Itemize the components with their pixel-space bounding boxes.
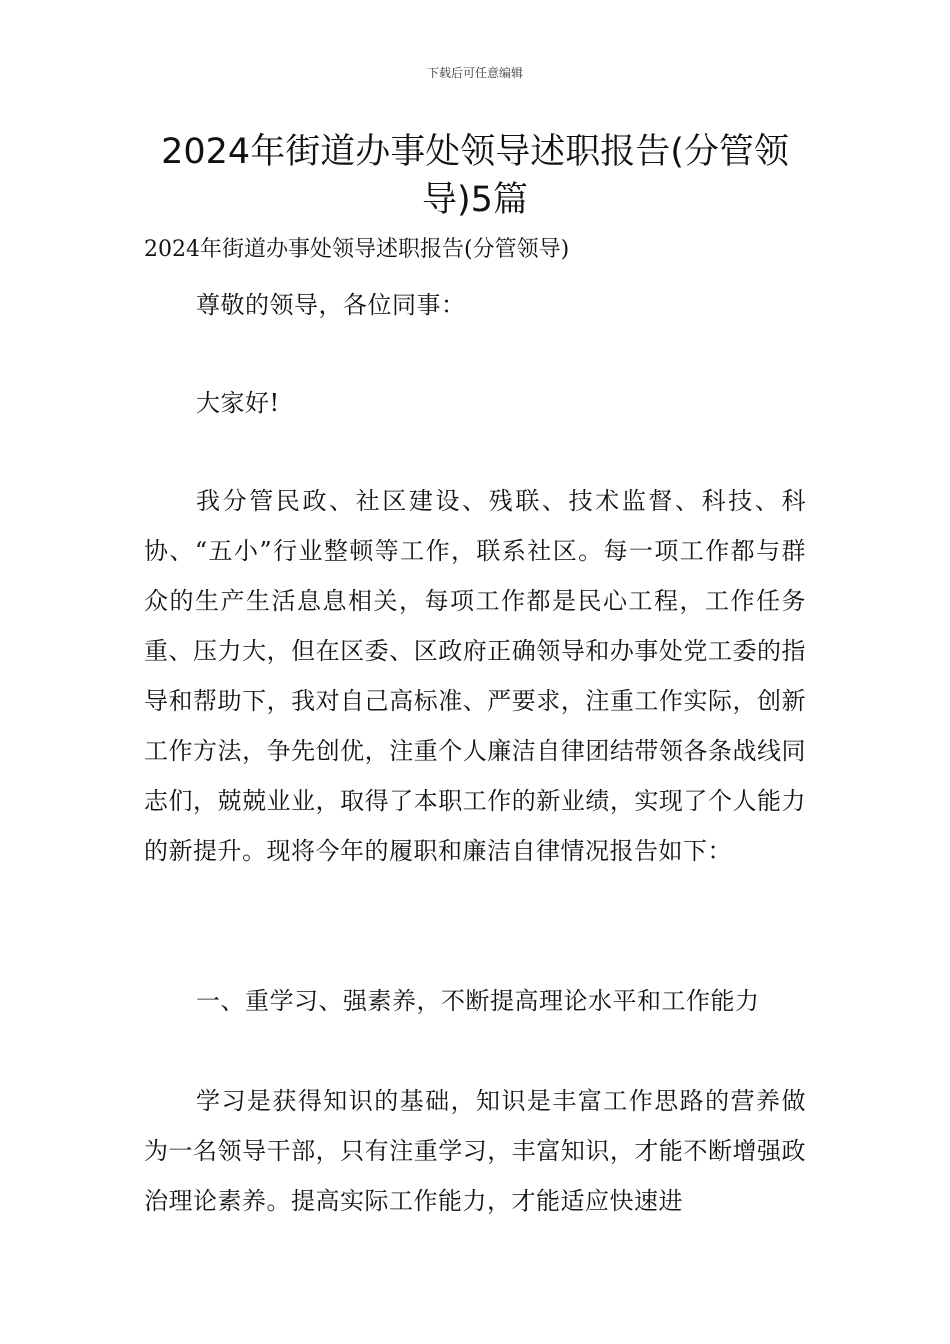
document-subtitle: 2024年街道办事处领导述职报告(分管领导) [144, 237, 570, 262]
greeting-paragraph: 大家好! [196, 389, 280, 417]
body-paragraph-learning: 学习是获得知识的基础，知识是丰富工作思路的营养做为一名领导干部，只有注重学习，丰富知识，才能不断增强政治理论素养。提高实际工作能力，才能适应快速进 [144, 1087, 806, 1215]
section-heading-1: 一、重学习、强素养，不断提高理论水平和工作能力 [196, 987, 760, 1015]
salutation-paragraph: 尊敬的领导，各位同事： [196, 291, 466, 319]
document-title: 2024年街道办事处领导述职报告(分管领导)5篇 [161, 132, 789, 220]
body-paragraph-intro: 我分管民政、社区建设、残联、技术监督、科技、科协、“五小”行业整顿等工作，联系社区。每一项工作都与群众的生产生活息息相关，每项工作都是民心工程，工作任务重、压力大，但在区委、区政府正确领导和办事处党工委的指导和帮助下，我对自己高标准、严要求，注重工作实际，创新工作方法，争先创优，注重个人廉洁自律团结带领各条战线同志们，兢兢业业，取得了本职工作的新业绩，实现了个人能力的新提升。现将今年的履职和廉洁自律情况报告如下： [144, 487, 806, 865]
page-header-note: 下载后可任意编辑 [426, 66, 523, 80]
